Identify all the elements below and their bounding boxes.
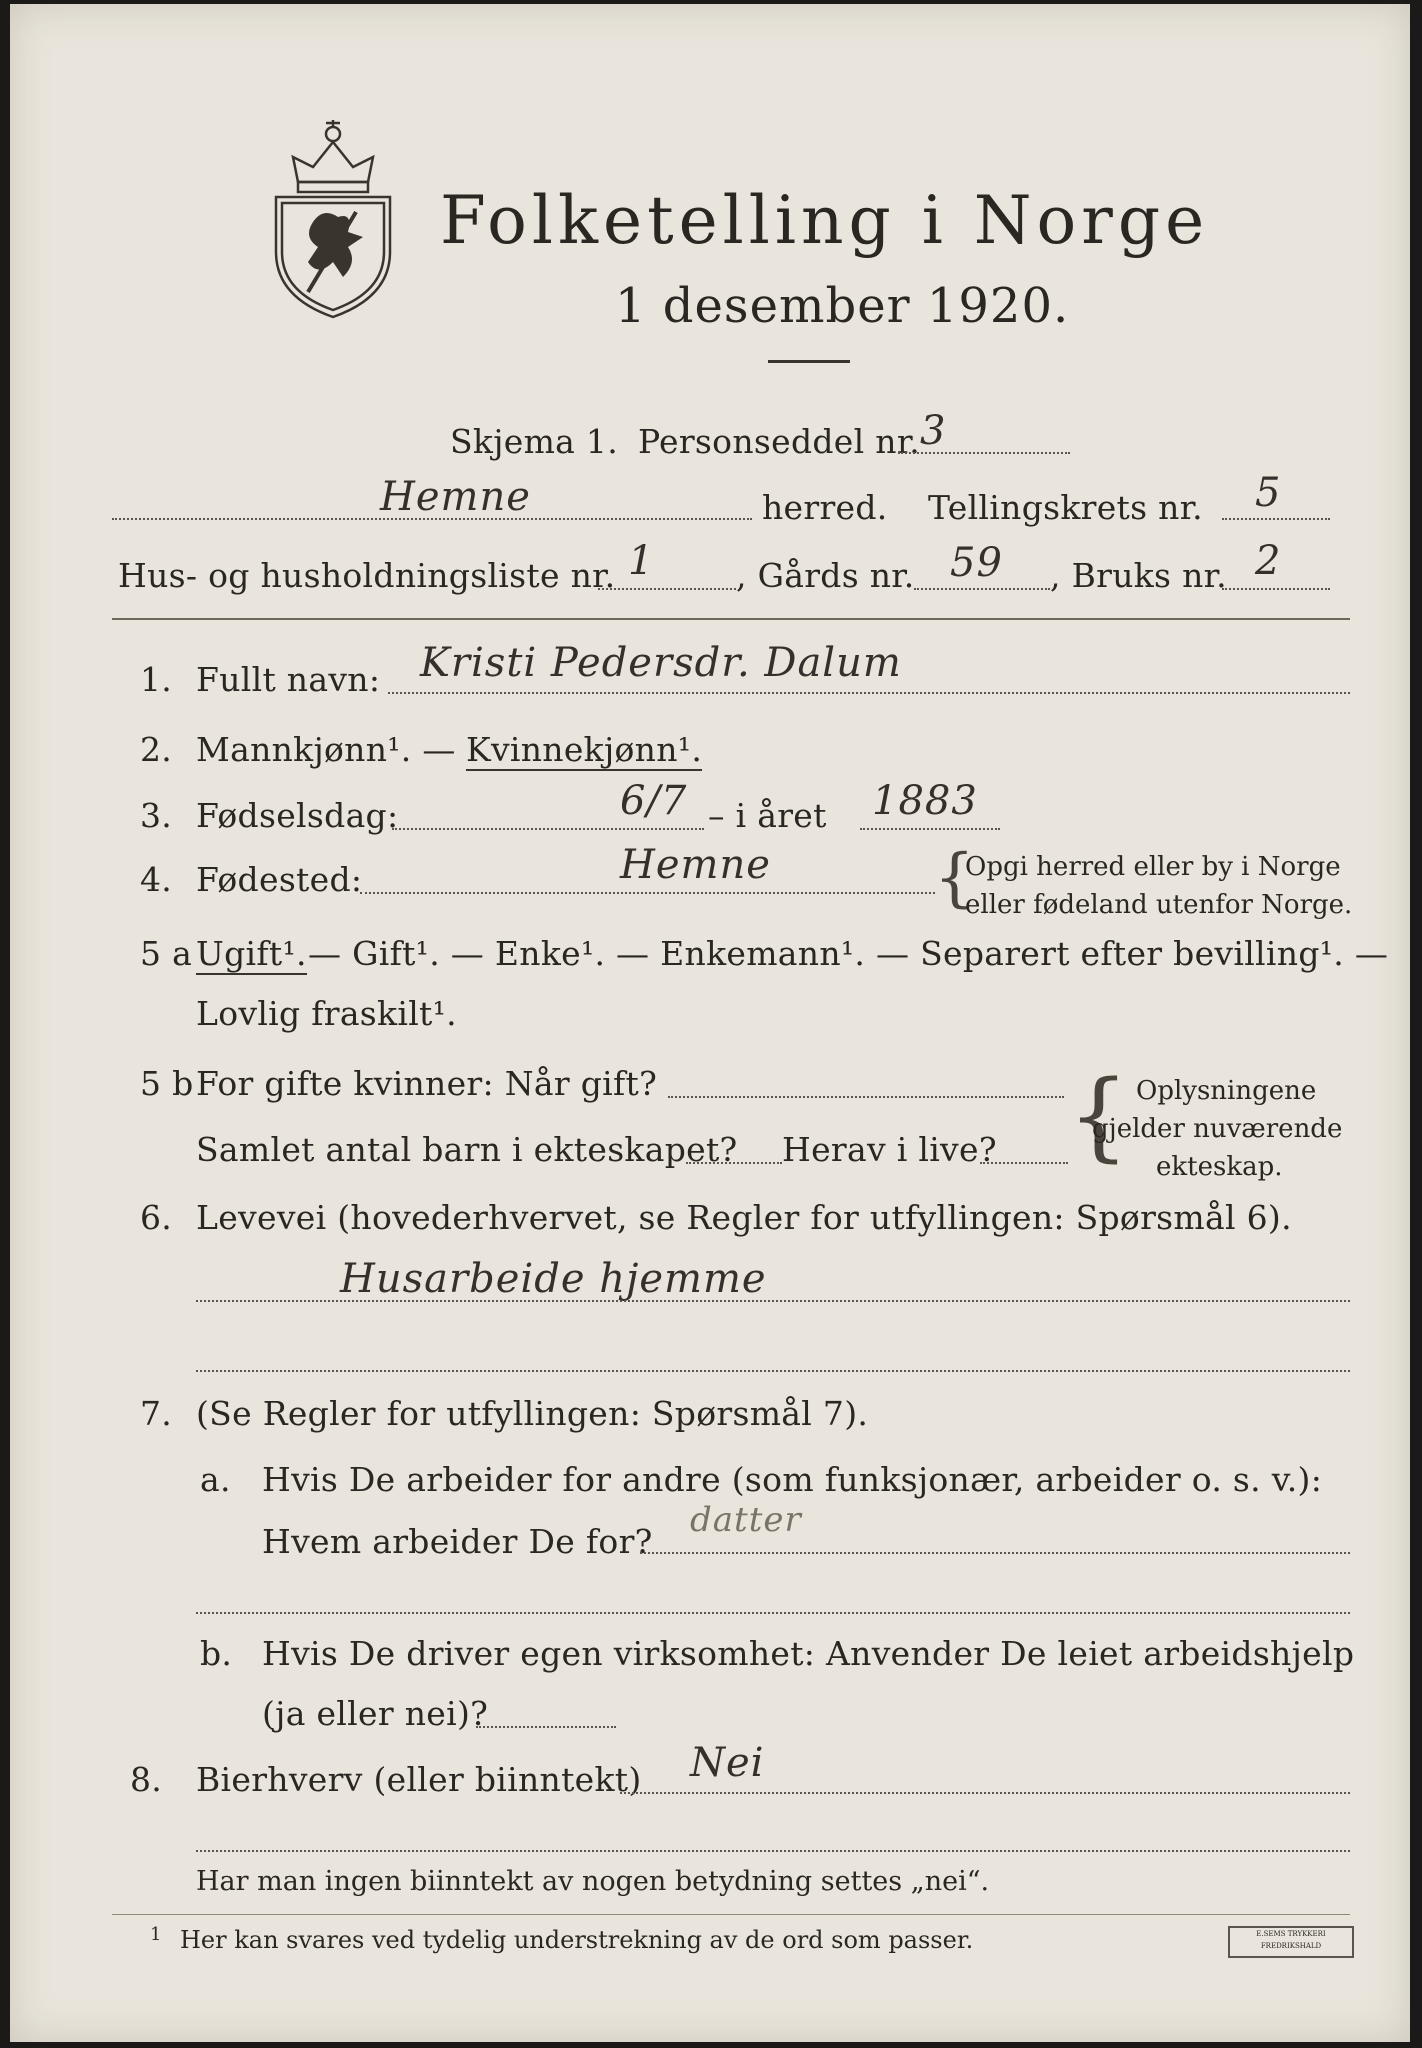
- header-divider: [112, 618, 1350, 620]
- norway-coat-of-arms-icon: [268, 112, 398, 322]
- q4-note-line1: Opgi herred eller by i Norge: [965, 852, 1341, 882]
- bruks-label: , Bruks nr.: [1050, 556, 1227, 595]
- q5a-ugift-underlined: Ugift¹.: [196, 934, 307, 973]
- q3-day-value: 6/7: [620, 778, 688, 824]
- q3-day-line: [392, 828, 704, 830]
- q7a-number: a.: [200, 1460, 231, 1499]
- form-date: 1 desember 1920.: [615, 278, 1070, 334]
- q5a-number: 5 a: [140, 934, 193, 973]
- nei-note: Har man ingen biinntekt av nogen betydning settes „nei“.: [196, 1866, 990, 1897]
- q4-label: Fødested:: [196, 860, 363, 899]
- q7a-line1: Hvis De arbeider for andre (som funksjonær, arbeider o. s. v.):: [262, 1460, 1323, 1499]
- q5a-line2: Lovlig fraskilt¹.: [196, 994, 457, 1033]
- q5b-children-line: [686, 1162, 782, 1164]
- husliste-line: [598, 588, 736, 590]
- q3-label: Fødselsdag:: [196, 796, 399, 835]
- skjema-label: Skjema 1.: [450, 422, 619, 461]
- q8-number: 8.: [130, 1760, 163, 1799]
- q2-male: Mannkjønn¹. —: [196, 730, 456, 769]
- q3-year-label: – i året: [708, 796, 827, 835]
- q7a-line2: Hvem arbeider De for?: [262, 1522, 653, 1561]
- husliste-value: 1: [628, 538, 655, 584]
- q8-value: Nei: [690, 1740, 765, 1786]
- q5b-married-line: [668, 1096, 1064, 1098]
- gards-value: 59: [950, 540, 1003, 586]
- census-form-page: [10, 4, 1410, 2042]
- personseddel-label: Personseddel nr.: [638, 422, 921, 461]
- personseddel-value: 3: [920, 408, 947, 454]
- footnote-mark: 1: [150, 1924, 162, 1945]
- q4-value: Hemne: [620, 842, 771, 888]
- q8-extra-line: [196, 1850, 1350, 1852]
- q7a-value: datter: [690, 1500, 802, 1540]
- footnote-text: Her kan svares ved tydelig understrekning av de ord som passer.: [180, 1926, 974, 1954]
- q5b-line1: For gifte kvinner: Når gift?: [196, 1064, 658, 1103]
- q7b-line: [476, 1726, 616, 1728]
- q8-line: [620, 1792, 1350, 1794]
- q4-note-line2: eller fødeland utenfor Norge.: [965, 890, 1353, 920]
- q5b-number: 5 b: [140, 1064, 194, 1103]
- q1-value: Kristi Pedersdr. Dalum: [420, 640, 902, 686]
- q5b-note-line1: Oplysningene: [1136, 1076, 1317, 1106]
- q5a-options: — Gift¹. — Enke¹. — Enkemann¹. — Separert efter bevilling¹. —: [308, 934, 1389, 973]
- q6-line1: [196, 1300, 1350, 1302]
- q7b-line2: (ja eller nei)?: [262, 1694, 489, 1733]
- q1-number: 1.: [140, 660, 173, 699]
- q5b-brace: {: [1068, 1060, 1130, 1172]
- printer-stamp: E.SEMS TRYKKERI FREDRIKSHALD: [1228, 1926, 1354, 1958]
- q6-label: Levevei (hovederhvervet, se Regler for utfyllingen: Spørsmål 6).: [196, 1198, 1292, 1237]
- q6-line2: [196, 1370, 1350, 1372]
- q7a-extra-line: [196, 1612, 1350, 1614]
- q5b-children-label: Samlet antal barn i ekteskapet?: [196, 1130, 738, 1169]
- q3-year-line: [860, 828, 1000, 830]
- gards-label: , Gårds nr.: [736, 556, 915, 595]
- footnote-divider: [112, 1914, 1350, 1915]
- tellingskrets-label: Tellingskrets nr.: [928, 488, 1203, 527]
- q4-line: [360, 892, 935, 894]
- q7a-line: [640, 1552, 1350, 1554]
- form-title: Folketelling i Norge: [440, 182, 1210, 259]
- q2-number: 2.: [140, 730, 173, 769]
- bruks-line: [1222, 588, 1330, 590]
- title-divider: [768, 360, 850, 363]
- gards-line: [914, 588, 1050, 590]
- q7b-line1: Hvis De driver egen virksomhet: Anvender De leiet arbeidshjelp: [262, 1634, 1355, 1673]
- q6-value: Husarbeide hjemme: [340, 1256, 767, 1302]
- q7-number: 7.: [140, 1394, 173, 1433]
- husliste-label: Hus- og husholdningsliste nr.: [118, 556, 616, 595]
- q4-brace: {: [934, 841, 975, 915]
- q3-number: 3.: [140, 796, 173, 835]
- herred-label: herred.: [762, 488, 888, 527]
- tellingskrets-value: 5: [1255, 470, 1282, 516]
- q5b-note-line2: gjelder nuværende: [1092, 1114, 1343, 1144]
- bruks-value: 2: [1255, 538, 1282, 584]
- q5b-alive-line: [980, 1162, 1068, 1164]
- q3-year-value: 1883: [872, 778, 978, 824]
- q1-label: Fullt navn:: [196, 660, 381, 699]
- q6-number: 6.: [140, 1198, 173, 1237]
- q5b-alive-label: Herav i live?: [782, 1130, 997, 1169]
- q4-number: 4.: [140, 860, 173, 899]
- q7-label: (Se Regler for utfyllingen: Spørsmål 7).: [196, 1394, 869, 1433]
- q1-line: [388, 692, 1350, 694]
- q7b-number: b.: [200, 1634, 233, 1673]
- q5b-note-line3: ekteskap.: [1156, 1152, 1283, 1182]
- q2-female-underlined: Kvinnekjønn¹.: [466, 730, 703, 769]
- tellingskrets-line: [1222, 518, 1330, 520]
- herred-value: Hemne: [380, 474, 531, 520]
- q8-label: Bierhverv (eller biinntekt): [196, 1760, 642, 1799]
